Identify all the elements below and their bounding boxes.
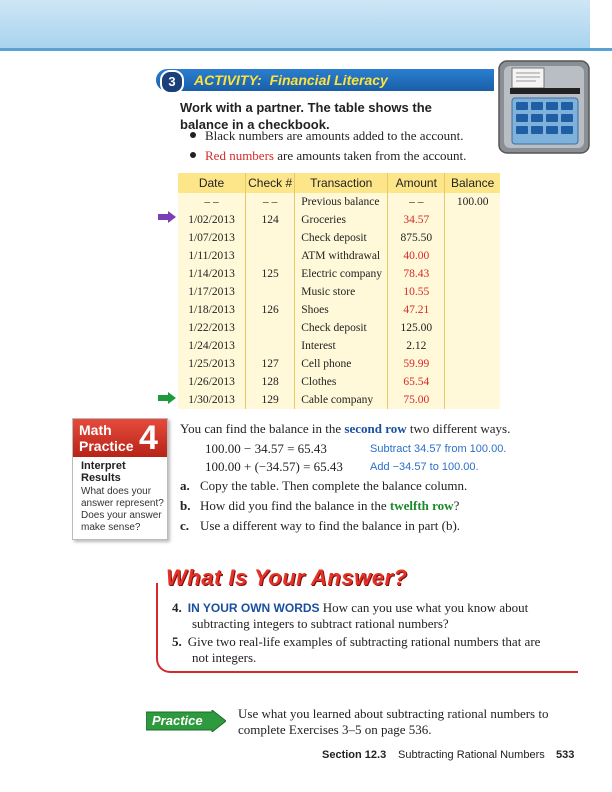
cell-transaction: Check deposit	[295, 229, 388, 247]
subtitle-line1: Interpret	[81, 460, 126, 472]
cell-date: 1/17/2013	[188, 286, 235, 298]
second-row-highlight: second row	[344, 421, 407, 436]
part-b-pre: How did you find the balance in the	[200, 498, 390, 513]
cell-amount: 40.00	[388, 247, 445, 265]
cell-amount: 875.50	[388, 229, 445, 247]
table-row	[178, 355, 500, 373]
cell-check: 127	[246, 355, 295, 373]
q4-heading: IN YOUR OWN WORDS	[187, 601, 320, 615]
cell-balance	[445, 373, 500, 391]
math-practice-line2: Practice	[79, 438, 134, 454]
find-pre: You can find the balance in the	[180, 421, 345, 436]
table-row	[178, 301, 500, 319]
part-c-label: c.	[180, 518, 190, 533]
question-5-line2: not integers.	[192, 650, 257, 665]
part-b-label: b.	[180, 498, 191, 513]
cell-transaction: Cable company	[295, 391, 388, 409]
practice-label: Practice	[152, 713, 203, 728]
math-practice-box	[72, 418, 168, 540]
cell-amount: 75.00	[388, 391, 445, 409]
question-5	[172, 634, 540, 650]
part-c	[180, 518, 460, 534]
checkbook-table	[178, 173, 500, 409]
cell-transaction: Groceries	[295, 211, 388, 229]
cell-transaction: Music store	[295, 283, 388, 301]
table-row	[178, 319, 500, 337]
cell-check	[246, 283, 295, 301]
col-amount: Amount	[388, 173, 445, 193]
atm-icon	[498, 60, 590, 154]
cell-balance	[445, 283, 500, 301]
cell-transaction: Previous balance	[295, 193, 388, 211]
cell-check: 126	[246, 301, 295, 319]
cell-check	[246, 247, 295, 265]
cell-transaction: Clothes	[295, 373, 388, 391]
cell-date: 1/18/2013	[188, 304, 235, 316]
table-row	[178, 193, 500, 211]
cell-balance	[445, 301, 500, 319]
cell-check: 129	[246, 391, 295, 409]
footer-section: Section 12.3	[322, 749, 387, 761]
cell-amount: 10.55	[388, 283, 445, 301]
cell-amount: 125.00	[388, 319, 445, 337]
part-c-text: Use a different way to find the balance in part (b).	[200, 518, 461, 533]
what-is-your-answer-title: What Is Your Answer?	[166, 565, 408, 590]
find-post: two different ways.	[406, 421, 511, 436]
cell-date: 1/26/2013	[188, 376, 235, 388]
equation-1-note: Subtract 34.57 from 100.00.	[370, 443, 507, 455]
cell-date: 1/02/2013	[188, 214, 235, 226]
equation-2-note: Add −34.57 to 100.00.	[370, 461, 479, 473]
footer-title: Subtracting Rational Numbers	[398, 749, 545, 761]
part-b-post: ?	[453, 498, 460, 513]
cell-check: 125	[246, 265, 295, 283]
math-practice-line1: Math	[79, 422, 112, 438]
math-practice-subtitle	[81, 460, 161, 484]
green-arrow-icon	[158, 392, 176, 404]
q5-number: 5.	[172, 634, 182, 649]
bullet-dot	[190, 132, 196, 138]
activity-intro: Work with a partner. The table shows the balance in a checkbook.	[180, 100, 432, 132]
cell-amount: 34.57	[388, 211, 445, 229]
bullet-dot	[190, 152, 196, 158]
cell-balance	[445, 247, 500, 265]
top-banner	[0, 0, 612, 51]
q5-text: Give two real-life examples of subtracting rational numbers that are	[187, 634, 541, 649]
part-a	[180, 478, 467, 494]
activity-topic: Financial Literacy	[269, 72, 388, 88]
twelfth-row-highlight: twelfth row	[389, 498, 454, 513]
cell-balance	[445, 319, 500, 337]
cell-balance	[445, 265, 500, 283]
col-transaction: Transaction	[295, 173, 388, 193]
cell-balance	[445, 229, 500, 247]
cell-date: 1/24/2013	[188, 340, 235, 352]
cell-amount: 2.12	[388, 337, 445, 355]
table-row	[178, 391, 500, 409]
cell-amount: 47.21	[388, 301, 445, 319]
cell-amount: 59.99	[388, 355, 445, 373]
subtitle-line2: Results	[81, 472, 121, 484]
table-row	[178, 283, 500, 301]
question-4	[172, 600, 528, 616]
practice-line2: complete Exercises 3–5 on page 536.	[238, 722, 432, 737]
part-a-text: Copy the table. Then complete the balance column.	[200, 478, 468, 493]
table-row	[178, 229, 500, 247]
activity-label: ACTIVITY:	[194, 72, 262, 88]
bullet-text: are amounts taken from the account.	[273, 148, 467, 163]
practice-line1: Use what you learned about subtracting rational numbers to	[238, 706, 549, 721]
find-balance-text	[180, 421, 510, 437]
cell-transaction: Cell phone	[295, 355, 388, 373]
q4-number: 4.	[172, 600, 182, 615]
cell-balance	[445, 211, 500, 229]
activity-title	[194, 72, 388, 88]
top-banner-corner	[590, 0, 612, 48]
cell-transaction: Electric company	[295, 265, 388, 283]
table-row	[178, 265, 500, 283]
question-4-line2: subtracting integers to subtract rational numbers?	[192, 616, 449, 631]
cell-date: 1/22/2013	[188, 322, 235, 334]
table-row	[178, 211, 500, 229]
table-row	[178, 373, 500, 391]
cell-date: 1/30/2013	[188, 394, 235, 406]
cell-check	[246, 319, 295, 337]
cell-check	[246, 229, 295, 247]
col-check: Check #	[246, 173, 295, 193]
cell-transaction: ATM withdrawal	[295, 247, 388, 265]
bullet-text: Black numbers are amounts added to the account.	[205, 128, 464, 143]
cell-transaction: Check deposit	[295, 319, 388, 337]
col-balance: Balance	[445, 173, 500, 193]
footer-page-number: 533	[556, 749, 575, 761]
purple-arrow-icon	[158, 211, 176, 223]
bullet-added	[190, 128, 463, 144]
equation-1: 100.00 − 34.57 = 65.43	[205, 441, 327, 456]
cell-transaction: Shoes	[295, 301, 388, 319]
bullet-taken	[190, 148, 466, 164]
red-numbers-label: Red numbers	[205, 148, 274, 163]
math-practice-question: What does your answer represent? Does your answer make sense?	[81, 486, 164, 533]
equation-2: 100.00 + (−34.57) = 65.43	[205, 459, 343, 474]
cell-check: 124	[246, 211, 295, 229]
cell-amount: – –	[388, 193, 445, 211]
cell-balance	[445, 391, 500, 409]
cell-date: 1/11/2013	[188, 250, 235, 262]
cell-date: 1/07/2013	[188, 232, 235, 244]
activity-number: 3	[160, 70, 184, 94]
cell-balance	[445, 355, 500, 373]
part-a-label: a.	[180, 478, 190, 493]
cell-balance	[445, 337, 500, 355]
cell-amount: 65.54	[388, 373, 445, 391]
part-b	[180, 498, 459, 514]
table-header-row	[178, 173, 500, 193]
cell-check: 128	[246, 373, 295, 391]
cell-date: – –	[204, 196, 219, 208]
cell-check	[246, 337, 295, 355]
cell-amount: 78.43	[388, 265, 445, 283]
math-practice-number: 4	[139, 419, 158, 457]
cell-date: 1/14/2013	[188, 268, 235, 280]
cell-check: – –	[246, 193, 295, 211]
table-row	[178, 247, 500, 265]
q4-text: How can you use what you know about	[319, 600, 529, 615]
cell-date: 1/25/2013	[188, 358, 235, 370]
cell-transaction: Interest	[295, 337, 388, 355]
col-date: Date	[178, 173, 246, 193]
cell-balance: 100.00	[445, 193, 500, 211]
table-row	[178, 337, 500, 355]
